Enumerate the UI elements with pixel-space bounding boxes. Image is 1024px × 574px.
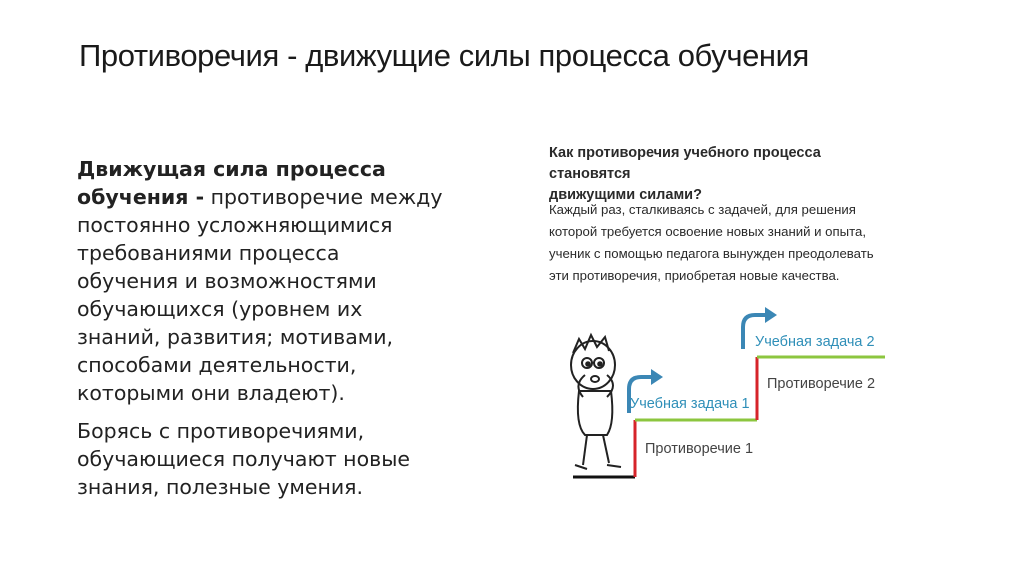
paragraph-struggle xyxy=(77,417,517,501)
body-line-5: обучающихся (уровнем их xyxy=(77,297,363,321)
contradiction-2-label: Противоречие 2 xyxy=(767,376,876,392)
struggle-line-1: Борясь с противоречиями, xyxy=(77,419,365,443)
body-line-6: знаний, развития; мотивами, xyxy=(77,325,394,349)
figure-description-line-2: которой требуется освоение новых знаний и опыта, xyxy=(549,224,867,239)
contradiction-1-label: Противоречие 1 xyxy=(645,441,754,457)
task-2-label: Учебная задача 2 xyxy=(755,334,875,350)
bold-line-2: обучения - xyxy=(77,185,205,209)
student-figure-icon xyxy=(571,335,621,469)
figure-question-line-2: движущими силами? xyxy=(549,187,702,203)
figure-description-line-4: эти противоречия, приобретая новые качества. xyxy=(549,268,840,283)
body-line-4: обучения и возможностями xyxy=(77,269,377,293)
paragraph-driving-force xyxy=(77,155,517,407)
bold-line-1: Движущая сила процесса xyxy=(77,157,386,181)
figure-question-line-1: Как противоречия учебного процесса становятся xyxy=(549,145,821,182)
body-text xyxy=(77,155,517,501)
body-line-7: способами деятельности, xyxy=(77,353,357,377)
staircase-figure xyxy=(535,135,915,495)
struggle-line-2: обучающиеся получают новые xyxy=(77,447,411,471)
slide-title: Противоречия - движущие силы процесса обучения xyxy=(79,38,809,73)
body-line-1: противоречие между xyxy=(204,185,443,209)
body-line-3: требованиями процесса xyxy=(77,241,340,265)
struggle-line-3: знания, полезные умения. xyxy=(77,475,364,499)
task-1-label: Учебная задача 1 xyxy=(630,396,750,412)
figure-description-line-1: Каждый раз, сталкиваясь с задачей, для решения xyxy=(549,202,856,217)
body-line-2: постоянно усложняющимися xyxy=(77,213,393,237)
body-line-8: которыми они владеют). xyxy=(77,381,345,405)
figure-description-line-3: ученик с помощью педагога вынужден преодолевать xyxy=(549,246,874,261)
